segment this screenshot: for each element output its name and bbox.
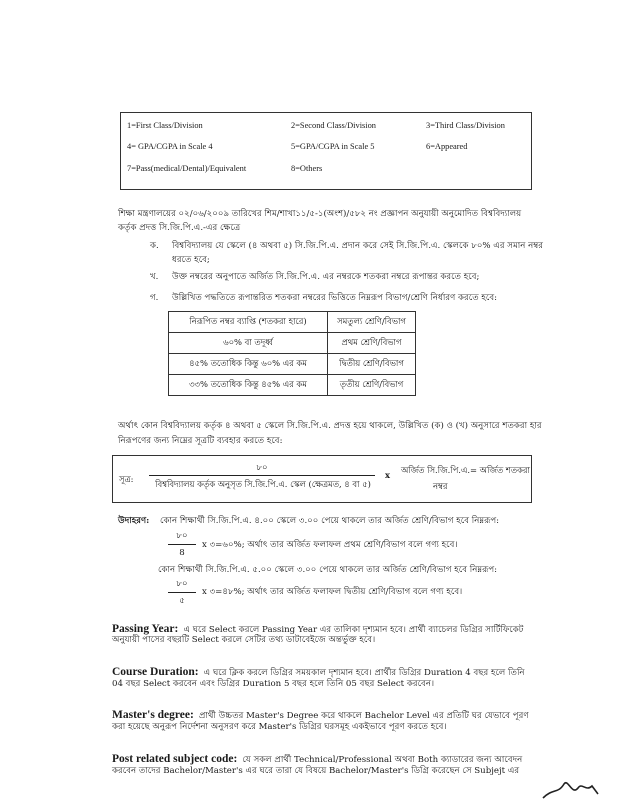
table-cell: ৬০% বা তদূর্ধ্ব <box>169 333 328 354</box>
example-result: x ৩=৪৮%; অর্থাৎ তার অর্জিত ফলাফল দ্বিতীয় শ্রেণি/বিভাগ বলে গণ্য হবে। <box>202 587 463 597</box>
formula-box <box>112 455 532 503</box>
fraction-line <box>168 592 196 593</box>
example-denominator: 8 <box>179 548 185 558</box>
legend-item: 3=Third Class/Division <box>426 121 505 130</box>
section-title: Master's degree: <box>112 709 194 721</box>
legend-item: 5=GPA/CGPA in Scale 5 <box>291 142 375 151</box>
section-title: Passing Year: <box>112 623 179 635</box>
formula-times: x <box>385 470 390 480</box>
table-header-row <box>169 312 416 333</box>
section-title: Post related subject code: <box>112 753 238 765</box>
table-header-cell: সমতুল্য শ্রেণি/বিভাগ <box>328 312 416 333</box>
table-header-cell: নিরূপিত নম্বর ব্যাপ্তি (শতকরা হারে) <box>169 312 328 333</box>
formula-numerator: ৮০ <box>256 462 268 472</box>
example-line: কোন শিক্ষার্থী সি.জি.পি.এ. ৪.০০ স্কেলে ৩.০০ পেয়ে থাকলে তার অর্জিত শ্রেণি/বিভাগ হবে নিম্নরূপ: <box>160 516 500 526</box>
section-text: প্রার্থী উচ্চতর Master's Degree করে থাকলে Bachelor Level এর প্রতিটি ঘর যেভাবে পূরণ <box>198 711 529 721</box>
legend-item: 7=Pass(medical/Dental)/Equivalent <box>127 164 247 173</box>
legend-item: 2=Second Class/Division <box>291 121 376 130</box>
example-numerator: ৮০ <box>176 531 188 541</box>
example-numerator: ৮০ <box>176 579 188 589</box>
legend-item: 1=First Class/Division <box>127 121 203 130</box>
rule-text: বিশ্ববিদ্যালয় যে স্কেলে (৪ অথবা ৫) সি.জি.পি.এ. প্রদান করে সেই সি.জি.পি.এ. স্কেলকে ৮০% এর সমান নম্বর <box>172 241 544 251</box>
example-result: x ৩=৬০%; অর্থাৎ তার অর্জিত ফলাফল প্রথম শ্রেণি/বিভাগ বলে গণ্য হবে। <box>202 540 458 550</box>
legend-item: 8=Others <box>291 164 323 173</box>
formula-denominator: বিশ্ববিদ্যালয় কর্তৃক অনুসৃত সি.জি.পি.এ. স্কেল (ক্ষেত্রমত, ৪ বা ৫) <box>155 479 371 489</box>
intro-line: শিক্ষা মন্ত্রণালয়ের ০২/০৬/২০০৯ তারিখের শিম/শাখা১১/৫-১(অংশ)/৫৮২ নং প্রজ্ঞাপন অনুযায়ী অনুমোদিত বিশ্ববিদ্যালয় <box>118 209 522 219</box>
table-cell: ৩৩% ততোধিক কিন্তু ৪৫% এর কম <box>169 375 328 396</box>
formula-result: অর্জিত সি.জি.পি.এ.= অর্জিত শতকরা <box>401 465 530 475</box>
rule-marker: ক. <box>150 241 159 251</box>
legend-box <box>120 112 532 190</box>
section-text: যে সকল প্রার্থী Technical/Professional অথবা Both ক্যাডারের জন্য আবেদন <box>242 755 523 765</box>
section-title: Course Duration: <box>112 666 199 678</box>
table-cell: ৪৫% ততোধিক কিন্তু ৬০% এর কম <box>169 354 328 375</box>
rule-text: উল্লিখিত পদ্ধতিতে রূপান্তরিত শতকরা নম্বরের ভিত্তিতে নিম্নরূপ বিভাগ/শ্রেণি নির্ধারণ করতে হবে: <box>172 293 498 303</box>
fraction-line <box>149 475 375 476</box>
intro-line: কর্তৃক প্রদত্ত সি.জি.পি.এ.-এর ক্ষেত্রে <box>118 223 241 233</box>
section-text: অনুযায়ী পাসের বছরটি Select করলে সেটির তথ্য ডাটাবেইজে অন্তর্ভুক্ত হবে। <box>112 635 376 645</box>
example-denominator: ৫ <box>179 596 185 606</box>
fraction-line <box>168 544 196 545</box>
legend-item: 4= GPA/CGPA in Scale 4 <box>127 142 213 151</box>
section-course-duration <box>112 660 525 679</box>
note-line: অর্থাৎ কোন বিশ্ববিদ্যালয় কর্তৃক ৪ অথবা ৫ স্কেলে সি.জি.পি.এ. প্রদত্ত হয়ে থাকলে, উল্লিখিত (ক) ও (খ) অনুসারে শতকরা হার <box>118 421 542 431</box>
section-text: করবেন তাদের Bachelor/Master's এর ঘরে তারা যে বিষয়ে Bachelor/Master's ডিগ্রি করেছেন সে Subjejt এর <box>112 766 520 776</box>
table-row <box>169 375 416 396</box>
section-text: 04 বছর Select করবেন এবং ডিগ্রির Duration 5 বছর হলে তিনি 05 বছর Select করবেন। <box>112 679 435 689</box>
formula-result: নম্বর <box>433 481 448 491</box>
section-post-subject-code <box>112 747 522 766</box>
table-cell: দ্বিতীয় শ্রেণি/বিভাগ <box>328 354 416 375</box>
signature-mark <box>528 770 618 800</box>
formula-label: সূত্র: <box>119 474 134 484</box>
section-text: করা হয়েছে অনুরূপ নির্দেশনা অনুসরণ করে Master's ডিগ্রির ঘরসমূহ একইভাবে পূরণ করতে হবে। <box>112 722 447 732</box>
grade-conversion-table <box>168 311 416 396</box>
rule-marker: খ. <box>150 272 159 282</box>
table-cell: প্রথম শ্রেণি/বিভাগ <box>328 333 416 354</box>
table-cell: তৃতীয় শ্রেণি/বিভাগ <box>328 375 416 396</box>
note-line: নিরূপণের জন্য নিম্নের সূত্রটি ব্যবহার করতে হবে: <box>118 436 283 446</box>
table-row <box>169 333 416 354</box>
rule-text: ধরতে হবে; <box>172 255 210 265</box>
example-line: কোন শিক্ষার্থী সি.জি.পি.এ. ৫.০০ স্কেলে ৩.০০ পেয়ে থাকলে তার অর্জিত শ্রেণি/বিভাগ হবে নিম্নরূপ: <box>158 565 498 575</box>
legend-item: 6=Appeared <box>426 142 468 151</box>
section-masters-degree <box>112 703 529 722</box>
section-text: এ ঘরে Select করলে Passing Year এর তালিকা দৃশ্যমান হবে। প্রার্থী ব্যাচেলর ডিগ্রির সার্টিফিকেট <box>183 625 524 635</box>
rule-text: উক্ত নম্বরের অনুপাতে অর্জিত সি.জি.পি.এ. এর নম্বরকে শতকরা নম্বরে রূপান্তর করতে হবে; <box>172 272 480 282</box>
table-row <box>169 354 416 375</box>
example-label: উদাহরণ: <box>118 516 150 526</box>
section-text: এ ঘরে ক্লিক করলে ডিগ্রির সময়কাল দৃশ্যমান হবে। প্রার্থীর ডিগ্রির Duration 4 বছর হলে তিনি <box>203 668 525 678</box>
rule-marker: গ. <box>150 293 159 303</box>
